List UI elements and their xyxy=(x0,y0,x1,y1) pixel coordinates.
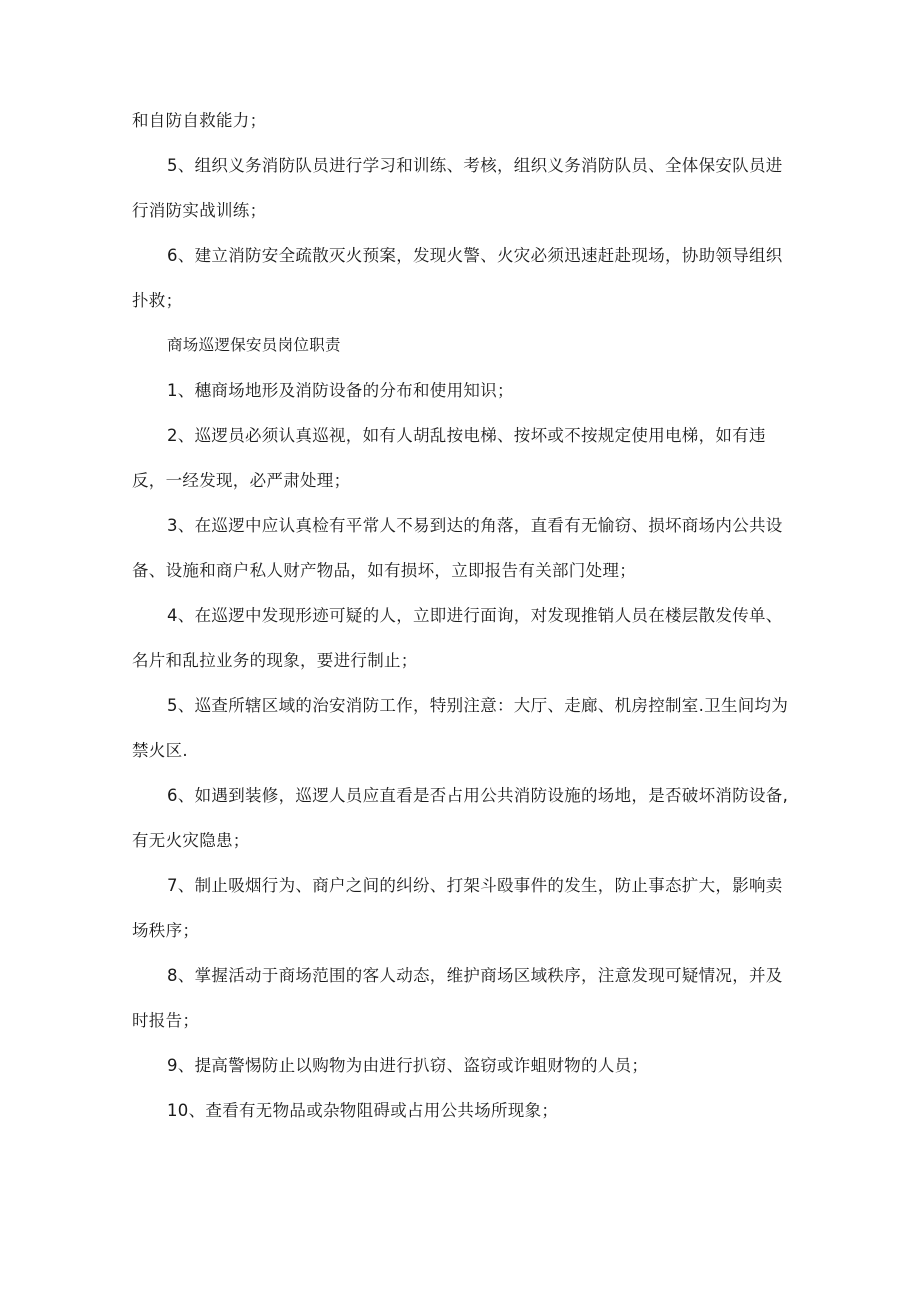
paragraph-patrol-item-9: 9、提高警惕防止以购物为由进行扒窃、盗窃或诈蛆财物的人员； xyxy=(167,1056,649,1075)
paragraph-patrol-item-10: 10、查看有无物品或杂物阻碍或占用公共场所现象； xyxy=(167,1101,559,1120)
paragraph-patrol-item-6: 6、如遇到装修，巡逻人员应直看是否占用公共消防设施的场地，是否破坏消防设备,有无火灾隐患； xyxy=(132,786,789,850)
paragraph-patrol-item-5: 5、巡查所辖区域的治安消防工作，特别注意：大厅、走廊、机房控制室.卫生间均为禁火区. xyxy=(132,696,789,760)
paragraph-item-6-evacuation-plan: 6、建立消防安全疏散灭火预案，发现火警、火灾必须迅速赶赴现场，协助领导组织扑救； xyxy=(132,246,783,310)
section-heading-patrol-duties: 商场巡逻保安员岗位职责 xyxy=(167,336,341,354)
document-body xyxy=(132,98,792,1133)
paragraph-patrol-item-4: 4、在巡逻中发现形迹可疑的人，立即进行面询，对发现推销人员在楼层散发传单、名片和乱拉业务的现象，要进行制止； xyxy=(132,606,783,670)
paragraph-patrol-item-1: 1、穗商场地形及消防设备的分布和使用知识； xyxy=(167,381,514,400)
paragraph-patrol-item-3: 3、在巡逻中应认真检有平常人不易到达的角落，直看有无愉窃、损坏商场内公共设备、设施和商户私人财产物品，如有损坏，立即报告有关部门处理； xyxy=(132,516,783,580)
paragraph-patrol-item-7: 7、制止吸烟行为、商户之间的纠纷、打架斗殴事件的发生，防止事态扩大，影响卖场秩序； xyxy=(132,876,783,940)
paragraph-patrol-item-8: 8、掌握活动于商场范围的客人动态，维护商场区域秩序，注意发现可疑情况，并及时报告； xyxy=(132,966,783,1030)
paragraph-item-5-training: 5、组织义务消防队员进行学习和训练、考核，组织义务消防队员、全体保安队员进行消防实战训练； xyxy=(132,156,783,220)
paragraph-patrol-item-2: 2、巡逻员必须认真巡视，如有人胡乱按电梯、按坏或不按规定使用电梯，如有违反，一经发现，必严肃处理； xyxy=(132,426,766,490)
paragraph-continuation: 和自防自救能力； xyxy=(132,111,267,130)
